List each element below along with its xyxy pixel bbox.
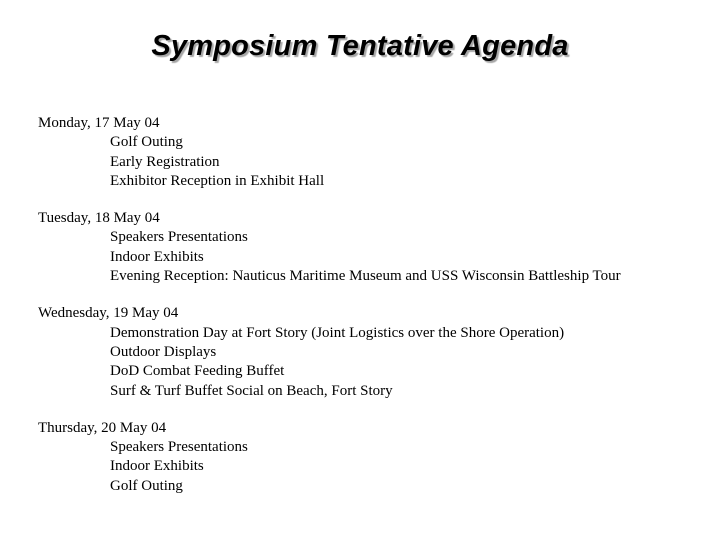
agenda-event: Speakers Presentations xyxy=(110,229,248,246)
agenda-day-thursday xyxy=(38,419,708,496)
agenda-event: DoD Combat Feeding Buffet xyxy=(110,363,285,380)
day-heading: Wednesday, 19 May 04 xyxy=(38,305,179,322)
agenda-event: Evening Reception: Nauticus Maritime Museum and USS Wisconsin Battleship Tour xyxy=(110,268,621,285)
agenda-event: Exhibitor Reception in Exhibit Hall xyxy=(110,172,325,189)
agenda-day-monday xyxy=(38,114,708,191)
agenda-list xyxy=(38,114,708,514)
agenda-event: Indoor Exhibits xyxy=(110,248,204,265)
agenda-event: Indoor Exhibits xyxy=(110,458,204,475)
agenda-event: Golf Outing xyxy=(110,477,183,494)
agenda-event: Early Registration xyxy=(110,153,220,170)
agenda-day-wednesday xyxy=(38,304,708,400)
agenda-event: Outdoor Displays xyxy=(110,343,217,360)
day-heading: Tuesday, 18 May 04 xyxy=(38,210,160,227)
day-heading: Thursday, 20 May 04 xyxy=(38,419,167,436)
agenda-day-tuesday xyxy=(38,209,708,286)
agenda-event: Golf Outing xyxy=(110,134,183,151)
agenda-event: Surf & Turf Buffet Social on Beach, Fort Story xyxy=(110,382,393,399)
page-title: Symposium Tentative Agenda xyxy=(151,30,569,62)
agenda-event: Speakers Presentations xyxy=(110,439,248,456)
agenda-event: Demonstration Day at Fort Story (Joint Logistics over the Shore Operation) xyxy=(110,324,565,341)
day-heading: Monday, 17 May 04 xyxy=(38,115,160,131)
